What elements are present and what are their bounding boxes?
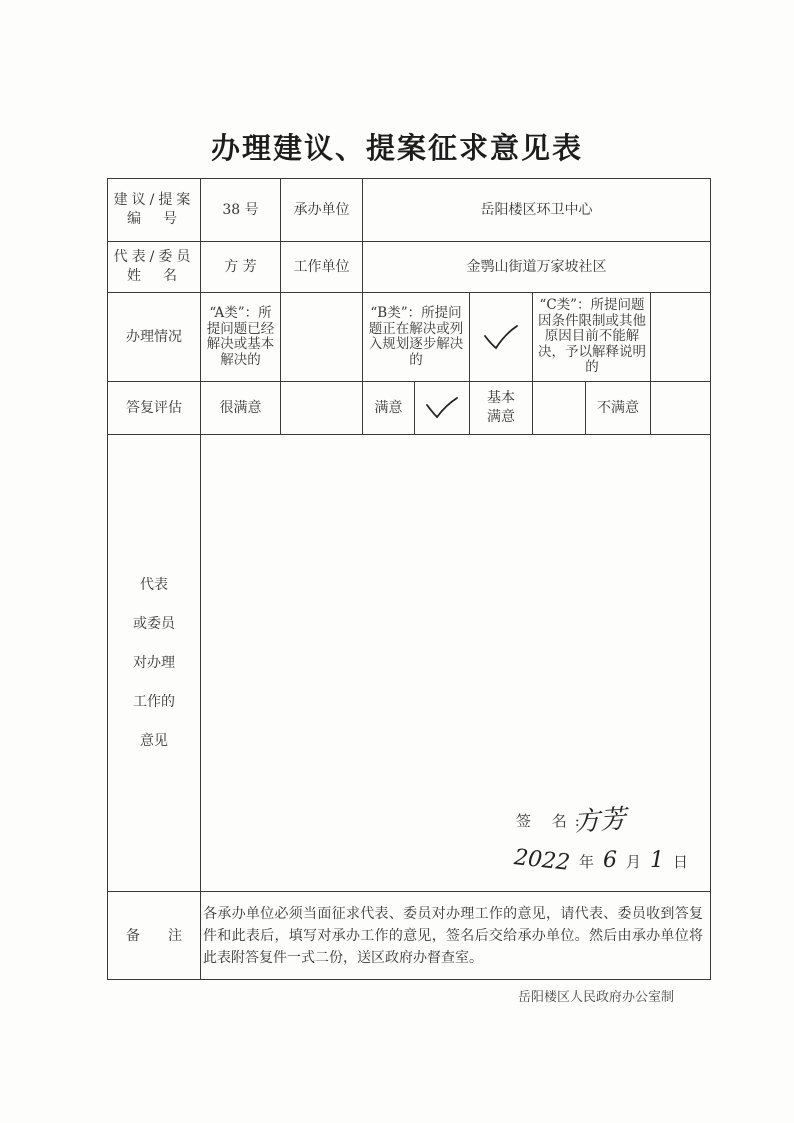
row-divider — [107, 434, 711, 435]
col-divider — [362, 178, 363, 292]
opinion-input-area[interactable] — [202, 436, 709, 890]
handling-unit-value: 岳阳楼区环卫中心 — [480, 201, 593, 218]
col-divider — [585, 381, 586, 434]
reply-evaluation-label: 答复评估 — [126, 399, 182, 416]
category-c-text: “C类”：所提问题因条件限制或其他原因目前不能解决，予以解释说明的 — [538, 297, 646, 376]
dissatisfied-checkbox[interactable] — [652, 383, 709, 433]
very-satisfied-label: 很满意 — [219, 399, 262, 416]
satisfied-label: 满意 — [374, 399, 403, 416]
remarks-text: 各承办单位必须当面征求代表、委员对办理工作的意见，请代表、委员收到答复件和此表后，填写对承办工作的意见，签名后交给承办单位。然后由承办单位将此表附答复件一式二份，送区政府办督查室。 — [203, 906, 703, 966]
col-divider — [469, 292, 470, 434]
delegate-name-label: 代表/委员姓 名 — [113, 249, 195, 284]
category-a-checkbox[interactable] — [282, 294, 361, 380]
category-c-checkbox[interactable] — [652, 294, 709, 380]
check-mark-icon — [424, 395, 460, 421]
basic-satisfied-checkbox[interactable] — [534, 383, 584, 433]
dissatisfied-label: 不满意 — [597, 399, 639, 416]
work-unit-value: 金鹗山街道万家坡社区 — [466, 258, 607, 275]
delegate-name-value: 方 芳 — [224, 258, 257, 275]
proposal-number-value: 38 号 — [222, 201, 259, 218]
date-year: 2022 — [512, 845, 572, 876]
signature: 方芳 — [573, 804, 628, 838]
work-unit-label: 工作单位 — [293, 258, 350, 275]
basic-satisfied-label: 基本满意 — [487, 390, 515, 425]
opinion-label — [110, 436, 198, 890]
proposal-number-label: 建议/提案编 号 — [113, 192, 195, 227]
handling-status-label: 办理情况 — [126, 328, 182, 345]
col-divider — [650, 292, 651, 434]
category-b-checkbox[interactable] — [471, 294, 531, 380]
date-day-unit: 日 — [673, 853, 689, 871]
opinion-label-line: 对办理 — [133, 654, 175, 671]
handling-unit-label: 承办单位 — [293, 201, 350, 218]
very-satisfied-checkbox[interactable] — [282, 383, 361, 433]
satisfied-checkbox[interactable] — [416, 383, 468, 433]
row-divider — [107, 891, 711, 892]
date-day: 1 — [650, 848, 665, 873]
opinion-label-line: 代表 — [140, 576, 168, 593]
signature-label: 签 名: — [516, 812, 588, 830]
issuer-credit: 岳阳楼区人民政府办公室制 — [518, 990, 675, 1005]
form-title: 办理建议、提案征求意见表 — [210, 131, 583, 165]
col-divider — [414, 381, 415, 434]
date-month: 6 — [603, 848, 618, 873]
opinion-label-line: 或委员 — [133, 615, 175, 632]
opinion-label-line: 意见 — [140, 732, 168, 749]
date-year-unit: 年 — [579, 853, 595, 871]
row-divider — [107, 381, 711, 382]
date-month-unit: 月 — [626, 853, 642, 871]
category-b-text: “B类”：所提问题正在解决或列入规划逐步解决的 — [368, 305, 464, 368]
col-divider — [280, 178, 281, 434]
col-divider — [362, 292, 363, 434]
opinion-label-line: 工作的 — [133, 693, 175, 710]
check-mark-icon — [481, 322, 521, 352]
col-divider — [200, 178, 201, 980]
row-divider — [107, 241, 711, 242]
col-divider — [532, 292, 533, 434]
row-divider — [107, 292, 711, 293]
signature-date — [512, 845, 690, 876]
remarks-label: 备 注 — [126, 927, 182, 944]
category-a-text: “A类”：所提问题已经解决或基本解决的 — [206, 305, 275, 368]
